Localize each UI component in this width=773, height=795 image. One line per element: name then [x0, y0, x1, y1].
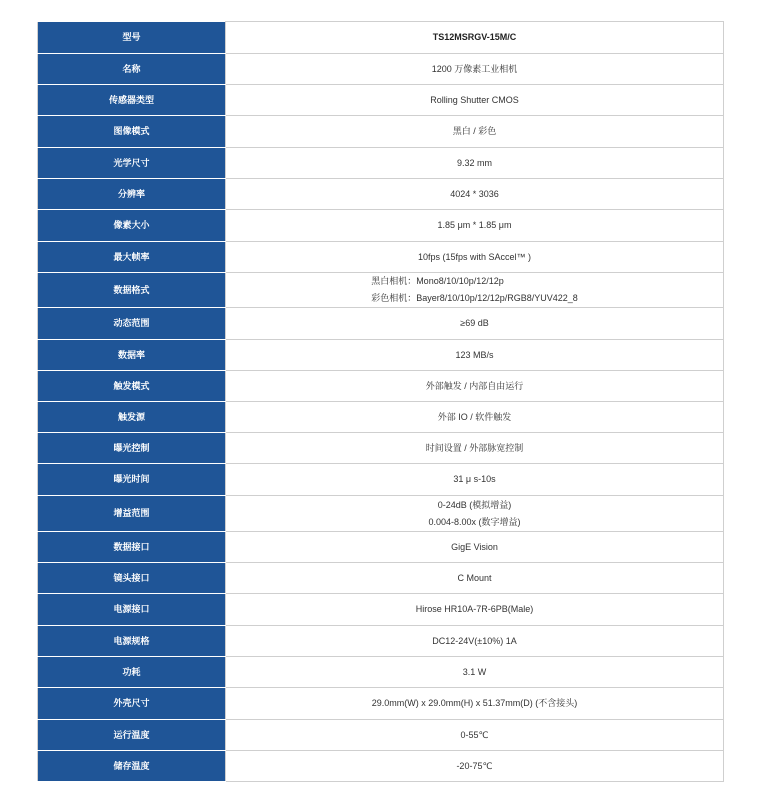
spec-label: 最大帧率 — [38, 242, 226, 273]
spec-row — [38, 308, 724, 340]
spec-value-lines — [428, 497, 520, 531]
spec-value: Rolling Shutter CMOS — [226, 85, 724, 116]
spec-row — [38, 116, 724, 148]
spec-row — [38, 688, 724, 720]
spec-value: 123 MB/s — [226, 340, 724, 371]
spec-value: GigE Vision — [226, 532, 724, 563]
spec-label: 增益范围 — [38, 496, 226, 532]
spec-label: 数据接口 — [38, 532, 226, 563]
spec-label: 动态范围 — [38, 308, 226, 340]
spec-label: 分辨率 — [38, 179, 226, 210]
spec-row — [38, 85, 724, 116]
spec-label: 触发源 — [38, 402, 226, 433]
spec-value: DC12-24V(±10%) 1A — [226, 626, 724, 657]
spec-value: TS12MSRGV-15M/C — [226, 22, 724, 54]
spec-value: 黑白 / 彩色 — [226, 116, 724, 148]
spec-row — [38, 210, 724, 242]
spec-value: 0-55℃ — [226, 720, 724, 751]
spec-value: 29.0mm(W) x 29.0mm(H) x 51.37mm(D) (不含接头) — [226, 688, 724, 720]
spec-label: 电源接口 — [38, 594, 226, 626]
spec-value: 1200 万像素工业相机 — [226, 54, 724, 85]
spec-table-body — [38, 22, 724, 782]
spec-label: 名称 — [38, 54, 226, 85]
spec-row — [38, 54, 724, 85]
spec-value: 10fps (15fps with SAccel™ ) — [226, 242, 724, 273]
spec-value — [226, 496, 724, 532]
spec-row — [38, 242, 724, 273]
spec-label: 曝光控制 — [38, 433, 226, 464]
spec-table — [37, 21, 724, 782]
spec-row — [38, 720, 724, 751]
spec-label: 运行温度 — [38, 720, 226, 751]
spec-label: 储存温度 — [38, 751, 226, 782]
spec-value: 外部触发 / 内部自由运行 — [226, 371, 724, 402]
spec-label: 镜头接口 — [38, 563, 226, 594]
spec-row — [38, 657, 724, 688]
spec-value: Hirose HR10A-7R-6PB(Male) — [226, 594, 724, 626]
spec-value: ≥69 dB — [226, 308, 724, 340]
spec-value: 31 μ s-10s — [226, 464, 724, 496]
spec-label: 传感器类型 — [38, 85, 226, 116]
spec-row — [38, 340, 724, 371]
spec-label: 数据格式 — [38, 273, 226, 308]
spec-value-line: 黑白相机：Mono8/10/10p/12/12p — [371, 276, 504, 286]
spec-label: 数据率 — [38, 340, 226, 371]
spec-label: 曝光时间 — [38, 464, 226, 496]
spec-value: 3.1 W — [226, 657, 724, 688]
spec-row — [38, 179, 724, 210]
spec-label: 电源规格 — [38, 626, 226, 657]
spec-row — [38, 22, 724, 54]
spec-value-line: 0.004-8.00x (数字增益) — [428, 516, 521, 527]
spec-value: C Mount — [226, 563, 724, 594]
spec-row — [38, 496, 724, 532]
spec-value: 时间设置 / 外部脉宽控制 — [226, 433, 724, 464]
spec-value: 9.32 mm — [226, 148, 724, 179]
spec-row — [38, 751, 724, 782]
spec-label: 光学尺寸 — [38, 148, 226, 179]
spec-row — [38, 148, 724, 179]
spec-row — [38, 464, 724, 496]
spec-row — [38, 402, 724, 433]
spec-label: 触发模式 — [38, 371, 226, 402]
spec-row — [38, 594, 724, 626]
spec-row — [38, 273, 724, 308]
spec-value: 1.85 μm * 1.85 μm — [226, 210, 724, 242]
spec-row — [38, 626, 724, 657]
spec-value — [226, 273, 724, 308]
spec-value: 外部 IO / 软件触发 — [226, 402, 724, 433]
spec-value: 4024 * 3036 — [226, 179, 724, 210]
spec-label: 图像模式 — [38, 116, 226, 148]
spec-value-line: 0-24dB (模拟增益) — [437, 499, 512, 510]
spec-value: -20-75℃ — [226, 751, 724, 782]
spec-label: 外壳尺寸 — [38, 688, 226, 720]
spec-label: 功耗 — [38, 657, 226, 688]
spec-row — [38, 371, 724, 402]
spec-row — [38, 433, 724, 464]
spec-row — [38, 532, 724, 563]
spec-label: 像素大小 — [38, 210, 226, 242]
spec-label: 型号 — [38, 22, 226, 54]
spec-row — [38, 563, 724, 594]
spec-value-lines — [371, 273, 578, 307]
spec-value-line: 彩色相机：Bayer8/10/10p/12/12p/RGB8/YUV422_8 — [371, 293, 578, 303]
